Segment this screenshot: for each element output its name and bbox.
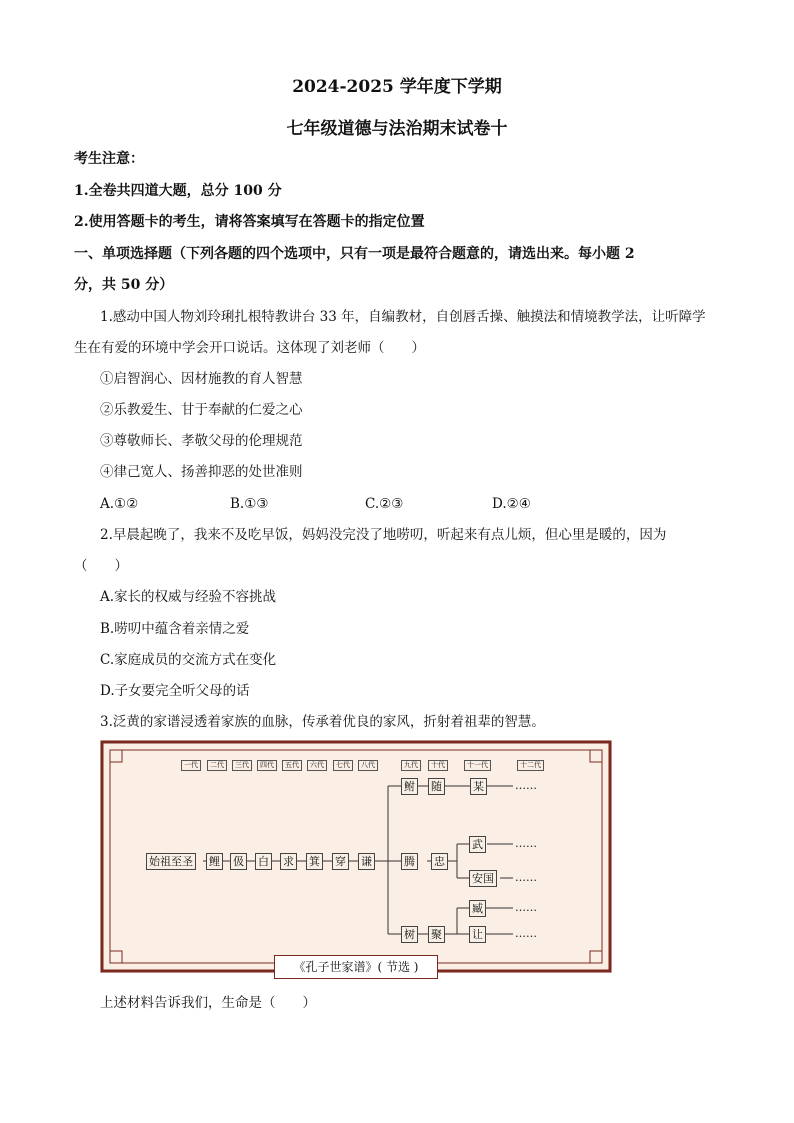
generation-label: 六代: [307, 760, 327, 771]
notice-heading: 考生注意：: [74, 151, 144, 167]
tree-node: 武: [469, 836, 486, 853]
q1-item-3: ③尊敬师长、孝敬父母的伦理规范: [100, 433, 303, 449]
tree-node: 伋: [230, 853, 247, 870]
tree-node-root: 始祖至圣: [146, 853, 196, 870]
generation-label: 十一代: [464, 760, 491, 771]
ellipsis: ……: [515, 927, 537, 940]
generation-label: 五代: [282, 760, 302, 771]
q2-option-a: A.家长的权威与经验不容挑战: [100, 589, 277, 605]
tree-node: 鲤: [206, 853, 223, 870]
q1-stem-line1: 1.感动中国人物刘玲琍扎根特教讲台 33 年，自编教材，自创唇舌操、触摸法和情境教学法，让听障学: [100, 309, 706, 325]
q3-stem: 3.泛黄的家谱浸透着家族的血脉，传承着优良的家风，折射着祖辈的智慧。: [100, 714, 545, 730]
generation-label: 七代: [333, 760, 353, 771]
tree-node: 求: [280, 853, 297, 870]
generation-label: 一代: [181, 760, 201, 771]
tree-node: 忠: [431, 853, 448, 870]
tree-node: 穿: [332, 853, 349, 870]
q1-option-c: C.②③: [365, 496, 404, 512]
section-heading-line1: 一、单项选择题（下列各题的四个选项中，只有一项是最符合题意的，请选出来。每小题 2: [74, 246, 635, 262]
q1-option-a: A.①②: [100, 496, 139, 512]
q2-stem-line1: 2.早晨起晚了，我来不及吃早饭，妈妈没完没了地唠叨，听起来有点儿烦，但心里是暖的，因为: [100, 527, 667, 543]
generation-label: 二代: [207, 760, 227, 771]
q1-item-4: ④律己宽人、扬善抑恶的处世准则: [100, 464, 303, 480]
tree-node: 白: [255, 853, 272, 870]
generation-label: 四代: [257, 760, 277, 771]
generation-label: 十二代: [517, 760, 544, 771]
tree-node: 腾: [401, 853, 418, 870]
tree-node: 谦: [358, 853, 375, 870]
notice-item-1: 1.全卷共四道大题，总分 100 分: [74, 183, 282, 199]
q1-item-2: ②乐教爱生、甘于奉献的仁爱之心: [100, 402, 303, 418]
generation-label: 九代: [401, 760, 421, 771]
tree-node: 某: [470, 778, 487, 795]
ellipsis: ……: [515, 871, 537, 884]
figure-caption: 《孔子世家谱》( 节选 ): [274, 955, 438, 979]
tree-node: 随: [428, 778, 445, 795]
notice-item-2: 2.使用答题卡的考生，请将答案填写在答题卡的指定位置: [74, 214, 425, 230]
tree-node: 箕: [306, 853, 323, 870]
q2-option-c: C.家庭成员的交流方式在变化: [100, 652, 277, 668]
exam-title-subject: 七年级道德与法治期末试卷十: [286, 119, 508, 139]
exam-title-year: 2024-2025 学年度下学期: [292, 77, 502, 97]
ellipsis: ……: [515, 837, 537, 850]
q3-question: 上述材料告诉我们，生命是（ ）: [100, 995, 316, 1011]
q1-option-d: D.②④: [492, 496, 531, 512]
tree-node: 臧: [469, 900, 486, 917]
section-heading-line2: 分，共 50 分）: [74, 277, 174, 293]
q2-option-d: D.子女要完全听父母的话: [100, 683, 250, 699]
tree-node: 鲋: [401, 778, 418, 795]
generation-label: 三代: [232, 760, 252, 771]
generation-label: 十代: [428, 760, 448, 771]
q2-option-b: B.唠叨中蕴含着亲情之爱: [100, 621, 250, 637]
q2-stem-line2: （ ）: [74, 558, 128, 574]
tree-node: 安国: [469, 870, 497, 887]
generation-label: 八代: [358, 760, 378, 771]
ellipsis: ……: [515, 901, 537, 914]
family-tree-figure: [100, 740, 612, 973]
q1-option-b: B.①③: [230, 496, 269, 512]
q1-stem-line2: 生在有爱的环境中学会开口说话。这体现了刘老师（ ）: [74, 340, 425, 356]
tree-node: 聚: [428, 926, 445, 943]
tree-node: 树: [401, 926, 418, 943]
ellipsis: ……: [515, 779, 537, 792]
tree-node: 让: [469, 926, 486, 943]
q1-item-1: ①启智润心、因材施教的育人智慧: [100, 371, 303, 387]
